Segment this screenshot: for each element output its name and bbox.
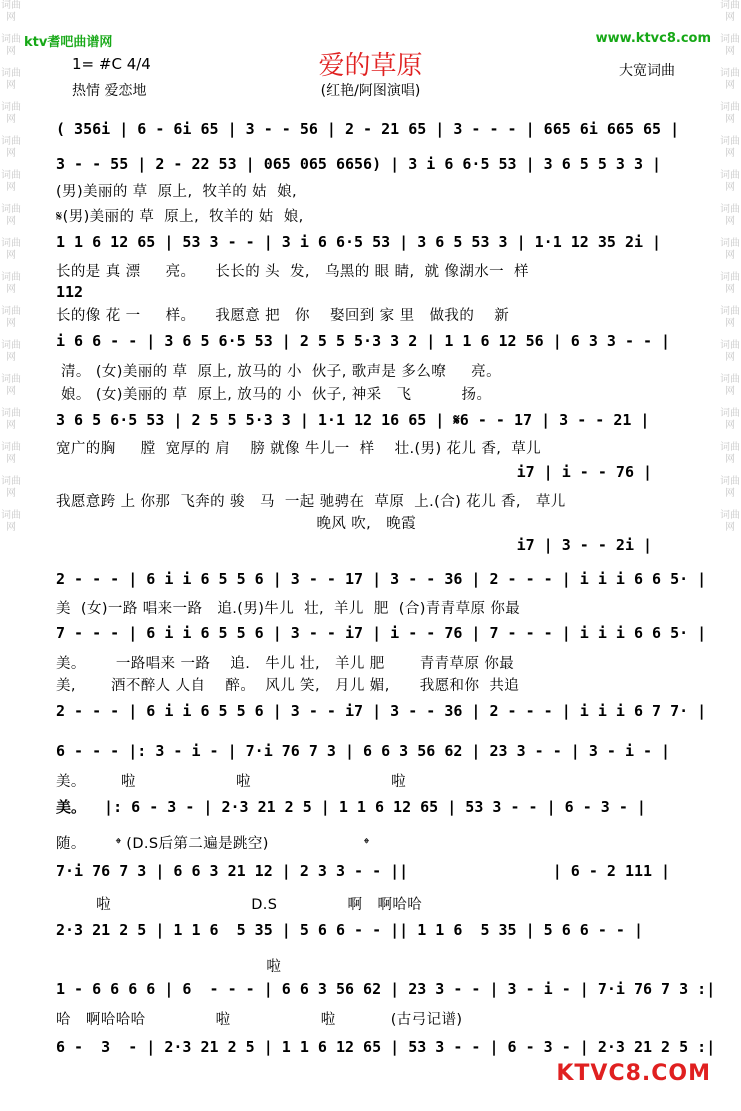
side-watermark-text: 词曲网 <box>720 102 740 125</box>
notation-row: 6 - - - |: 3 - i - | 7·i 76 7 3 | 6 6 3 56 62 | 23 3 - - | 3 - i - | <box>56 742 671 760</box>
notation-row: 3 6 5 6·5 53 | 2 5 5 5·3 3 | 1·1 12 16 65 | 𝄋6 - - 17 | 3 - - 21 | <box>56 411 650 429</box>
lyric-row: (男)美丽的 草 原上, 牧羊的 姑 娘, <box>56 184 298 200</box>
side-watermark-text: 词曲网 <box>720 0 740 23</box>
side-watermark-text: 词曲网 <box>1 0 21 23</box>
notation-row: 2 - - - | 6 i i 6 5 5 6 | 3 - - 17 | 3 - - 36 | 2 - - - | i i i 6 6 5· | <box>56 570 707 588</box>
notation-row: 6 - 3 - | 2·3 21 2 5 | 1 1 6 12 65 | 53 3 - - | 6 - 3 - | 2·3 21 2 5 :| <box>56 1038 716 1056</box>
side-watermark-text: 词曲网 <box>720 476 740 499</box>
lyric-row: 娘。 (女)美丽的 草 原上, 放马的 小 伙子, 神采 飞 扬。 <box>56 387 492 403</box>
side-watermark-text: 词曲网 <box>1 340 21 363</box>
side-watermark-text: 词曲网 <box>1 272 21 295</box>
side-watermark-text: 词曲网 <box>720 374 740 397</box>
side-watermark-text: 词曲网 <box>1 238 21 261</box>
side-watermark-text: 词曲网 <box>1 68 21 91</box>
notation-row: 3 - - 55 | 2 - 22 53 | 065 065 6656) | 3 i 6 6·5 53 | 3 6 5 5 3 3 | <box>56 155 662 173</box>
side-watermark-text: 词曲网 <box>1 306 21 329</box>
lyric-row: 我愿意跨 上 你那 飞奔的 骏 马 一起 驰骋在 草原 上.(合) 花儿 香, 草儿 <box>56 494 566 510</box>
side-watermark-text: 词曲网 <box>1 170 21 193</box>
songwriter-credit: 大宽词曲 <box>619 63 675 79</box>
side-watermark-left <box>0 0 22 1111</box>
lyric-row: 宽广的胸 膛 宽厚的 肩 膀 就像 牛儿一 样 壮.(男) 花儿 香, 草儿 <box>56 441 542 457</box>
side-watermark-text: 词曲网 <box>1 204 21 227</box>
lyric-row: 清。 (女)美丽的 草 原上, 放马的 小 伙子, 歌声是 多么嘹 亮。 <box>56 364 501 380</box>
notation-row: 1 1 6 12 65 | 53 3 - - | 3 i 6 6·5 53 | 3 6 5 53 3 | 1·1 12 35 2i | <box>56 233 662 251</box>
lyric-row: 美, 酒不醉人 人自 醉。 风儿 笑, 月儿 媚, 我愿和你 共追 <box>56 678 520 694</box>
lyric-row: 随。 𝄌 (D.S后第二遍是跳空) 𝄌 <box>56 836 370 852</box>
key-signature: 1= #C 4/4 <box>72 55 151 73</box>
side-watermark-right <box>719 0 741 1111</box>
lyric-row: 𝄋(男)美丽的 草 原上, 牧羊的 姑 娘, <box>56 209 304 225</box>
side-watermark-text: 词曲网 <box>720 34 740 57</box>
notation-row: 7·i 76 7 3 | 6 6 3 21 12 | 2 3 3 - - || | 6 - 2 111 | <box>56 862 671 880</box>
side-watermark-text: 词曲网 <box>1 476 21 499</box>
performance-style: 热情 爱恋地 <box>72 83 147 99</box>
lyric-row: 美 (女)一路 唱来一路 追.(男)牛儿 壮, 羊儿 肥 (合)青青草原 你最 <box>56 601 521 617</box>
notation-row: i7 | 3 - - 2i | <box>56 536 653 554</box>
lyric-row: 美。 一路唱来 一路 追. 牛儿 壮, 羊儿 肥 青青草原 你最 <box>56 656 515 672</box>
notation-row: i7 | i - - 76 | <box>56 463 653 481</box>
song-performers: (红艳/阿图演唱) <box>320 83 421 99</box>
notation-row: i 6 6 - - | 3 6 5 6·5 53 | 2 5 5 5·3 3 2 | 1 1 6 12 56 | 6 3 3 - - | <box>56 332 671 350</box>
notation-row: 112 <box>56 283 84 301</box>
lyric-row: 美。 啦 啦 啦 <box>56 774 407 790</box>
side-watermark-text: 词曲网 <box>720 510 740 533</box>
lyric-row: 啦 D.S 啊 啊哈哈 <box>56 897 423 913</box>
site-url-right[interactable]: www.ktvc8.com <box>595 31 711 46</box>
side-watermark-text: 词曲网 <box>720 408 740 431</box>
notation-row: 2·3 21 2 5 | 1 1 6 5 35 | 5 6 6 - - || 1 1 6 5 35 | 5 6 6 - - | <box>56 921 643 939</box>
lyric-row: 哈 啊哈哈哈 啦 啦 (古弓记谱) <box>56 1012 463 1028</box>
side-watermark-text: 词曲网 <box>1 136 21 159</box>
song-title: 爱的草原 <box>318 51 423 81</box>
side-watermark-text: 词曲网 <box>1 442 21 465</box>
lyric-row: 啦 <box>56 959 282 975</box>
notation-row: ( 356i | 6 - 6i 65 | 3 - - 56 | 2 - 21 65 | 3 - - - | 665 6i 665 65 | <box>56 120 680 138</box>
side-watermark-text: 词曲网 <box>720 340 740 363</box>
site-watermark-logo: KTVC8.COM <box>556 1061 711 1086</box>
site-name-left[interactable]: ktv耆吧曲谱网 <box>24 35 113 50</box>
notation-row: 2 - - - | 6 i i 6 5 5 6 | 3 - - i7 | 3 - - 36 | 2 - - - | i i i 6 7 7· | <box>56 702 707 720</box>
side-watermark-text: 词曲网 <box>1 510 21 533</box>
side-watermark-text: 词曲网 <box>720 204 740 227</box>
lyric-row: 长的是 真 漂 亮。 长长的 头 发, 乌黑的 眼 睛, 就 像湖水一 样 <box>56 264 529 280</box>
notation-row: 1 - 6 6 6 6 | 6 - - - | 6 6 3 56 62 | 23 3 - - | 3 - i - | 7·i 76 7 3 :| <box>56 980 716 998</box>
side-watermark-text: 词曲网 <box>720 170 740 193</box>
side-watermark-text: 词曲网 <box>720 442 740 465</box>
side-watermark-text: 词曲网 <box>1 408 21 431</box>
side-watermark-text: 词曲网 <box>720 272 740 295</box>
side-watermark-text: 词曲网 <box>1 102 21 125</box>
side-watermark-text: 词曲网 <box>720 68 740 91</box>
notation-row: 美。 |: 6 - 3 - | 2·3 21 2 5 | 1 1 6 12 65 | 53 3 - - | 6 - 3 - | <box>56 798 646 816</box>
side-watermark-text: 词曲网 <box>720 306 740 329</box>
lyric-row: 晚风 吹, 晚霞 <box>56 516 417 532</box>
side-watermark-text: 词曲网 <box>720 238 740 261</box>
side-watermark-text: 词曲网 <box>1 374 21 397</box>
lyric-row: 长的像 花 一 样。 我愿意 把 你 娶回到 家 里 做我的 新 <box>56 308 510 324</box>
side-watermark-text: 词曲网 <box>720 136 740 159</box>
notation-row: 7 - - - | 6 i i 6 5 5 6 | 3 - - i7 | i - - 76 | 7 - - - | i i i 6 6 5· | <box>56 624 707 642</box>
side-watermark-text: 词曲网 <box>1 34 21 57</box>
